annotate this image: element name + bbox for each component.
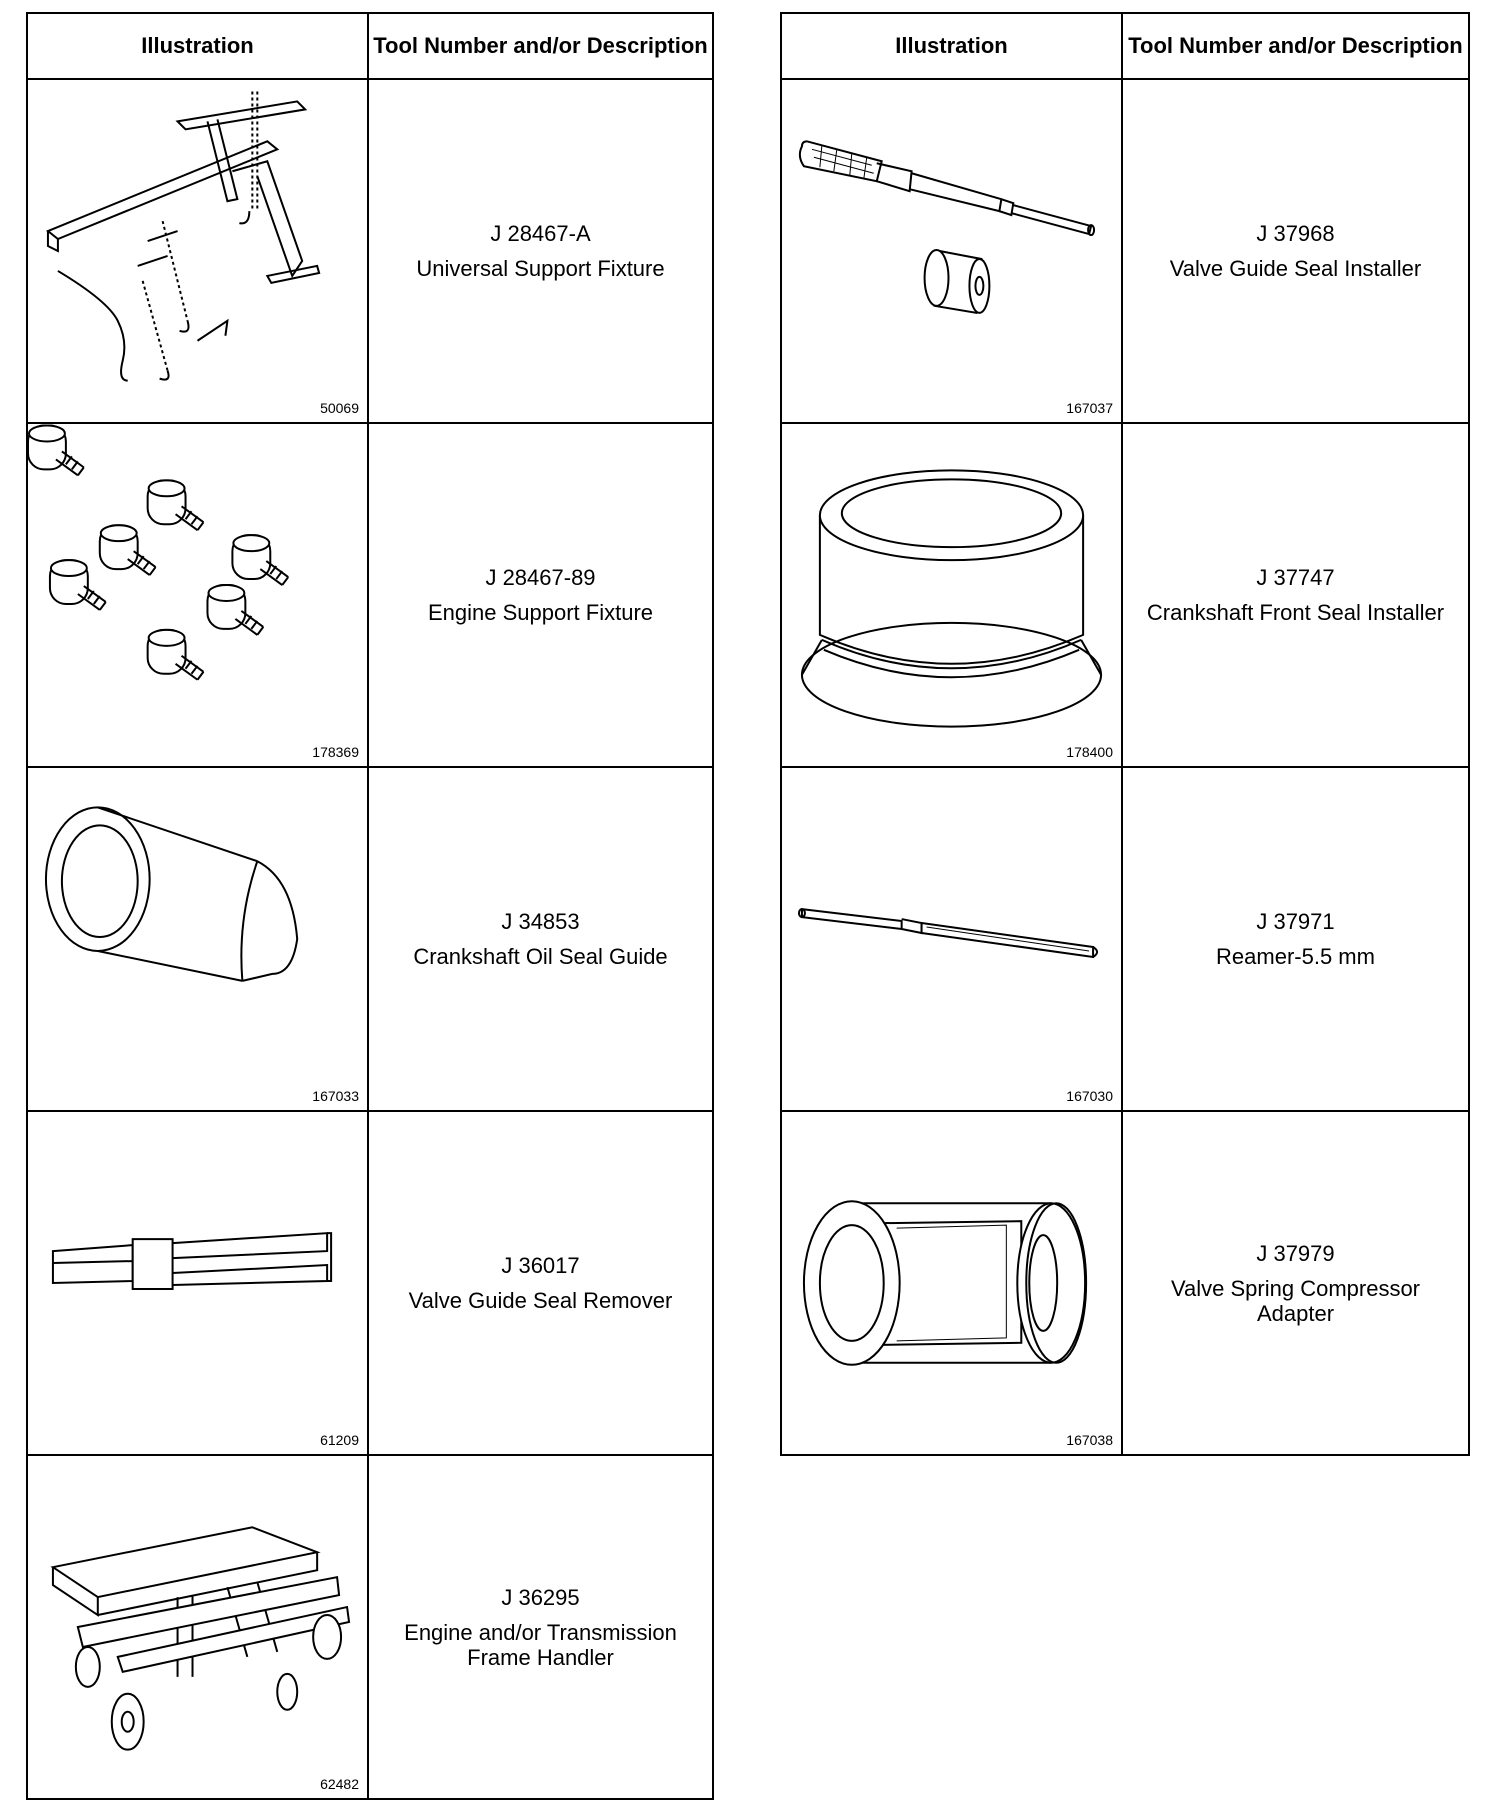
illustration-header: Illustration bbox=[27, 13, 368, 79]
description-header: Tool Number and/or Description bbox=[1122, 13, 1469, 79]
support-fixture-icon bbox=[28, 80, 367, 422]
seal-guide-icon bbox=[28, 768, 367, 1110]
illustration-cell bbox=[27, 79, 368, 423]
seal-remover-icon bbox=[28, 1112, 367, 1454]
figure-number: 61209 bbox=[320, 1432, 359, 1448]
tool-number: J 28467-89 bbox=[485, 565, 596, 590]
illustration-cell bbox=[781, 79, 1122, 423]
illustration-header: Illustration bbox=[781, 13, 1122, 79]
tool-number: J 34853 bbox=[501, 909, 580, 934]
figure-number: 167030 bbox=[1066, 1088, 1113, 1104]
table-row bbox=[781, 423, 1469, 767]
tool-description: Reamer-5.5 mm bbox=[1216, 944, 1375, 969]
illustration-cell bbox=[27, 423, 368, 767]
table-row bbox=[27, 79, 713, 423]
description-cell bbox=[1122, 79, 1469, 423]
description-cell bbox=[1122, 423, 1469, 767]
tool-description: Valve Guide Seal Installer bbox=[1169, 256, 1422, 281]
reamer-icon bbox=[782, 768, 1121, 1110]
tool-description: Universal Support Fixture bbox=[416, 256, 665, 281]
table-header-row bbox=[781, 13, 1469, 79]
tool-number: J 36017 bbox=[501, 1253, 580, 1278]
adapter-studs-icon bbox=[28, 424, 367, 766]
description-cell bbox=[368, 423, 713, 767]
figure-number: 62482 bbox=[320, 1776, 359, 1792]
figure-number: 178369 bbox=[312, 744, 359, 760]
illustration-cell bbox=[27, 1455, 368, 1799]
tool-number: J 28467-A bbox=[490, 221, 591, 246]
tool-description: Crankshaft Oil Seal Guide bbox=[413, 944, 668, 969]
seal-installer-icon bbox=[782, 80, 1121, 422]
tool-description: Valve Guide Seal Remover bbox=[408, 1288, 673, 1313]
front-seal-installer-icon bbox=[782, 424, 1121, 766]
table-row bbox=[27, 1111, 713, 1455]
tool-description: Crankshaft Front Seal Installer bbox=[1146, 600, 1445, 625]
illustration-cell bbox=[781, 1111, 1122, 1455]
figure-number: 50069 bbox=[320, 400, 359, 416]
illustration-cell bbox=[27, 767, 368, 1111]
description-cell bbox=[1122, 1111, 1469, 1455]
description-cell bbox=[368, 1111, 713, 1455]
description-cell bbox=[368, 79, 713, 423]
table-row bbox=[781, 1111, 1469, 1455]
tool-number: J 37979 bbox=[1256, 1240, 1335, 1266]
tool-number: J 36295 bbox=[501, 1584, 580, 1610]
tool-number: J 37971 bbox=[1256, 909, 1335, 934]
description-cell bbox=[368, 767, 713, 1111]
tool-number: J 37747 bbox=[1256, 565, 1335, 590]
illustration-cell bbox=[781, 423, 1122, 767]
figure-number: 178400 bbox=[1066, 744, 1113, 760]
illustration-cell bbox=[27, 1111, 368, 1455]
table-row bbox=[27, 767, 713, 1111]
table-row bbox=[27, 1455, 713, 1799]
figure-number: 167037 bbox=[1066, 400, 1113, 416]
tool-description: Valve Spring Compressor Adapter bbox=[1170, 1275, 1421, 1326]
frame-handler-icon bbox=[28, 1456, 367, 1798]
tool-description: Engine Support Fixture bbox=[427, 600, 654, 625]
tool-number: J 37968 bbox=[1256, 221, 1335, 246]
tool-description: Engine and/or Transmission Frame Handler bbox=[404, 1619, 677, 1670]
figure-number: 167033 bbox=[312, 1088, 359, 1104]
description-cell bbox=[1122, 767, 1469, 1111]
table-header-row bbox=[27, 13, 713, 79]
table-row bbox=[27, 423, 713, 767]
compressor-adapter-icon bbox=[782, 1112, 1121, 1454]
table-row bbox=[781, 79, 1469, 423]
description-header: Tool Number and/or Description bbox=[368, 13, 713, 79]
figure-number: 167038 bbox=[1066, 1432, 1113, 1448]
description-cell bbox=[368, 1455, 713, 1799]
tools-table-left bbox=[26, 12, 714, 1800]
illustration-cell bbox=[781, 767, 1122, 1111]
table-row bbox=[781, 767, 1469, 1111]
tools-table-right bbox=[780, 12, 1470, 1456]
